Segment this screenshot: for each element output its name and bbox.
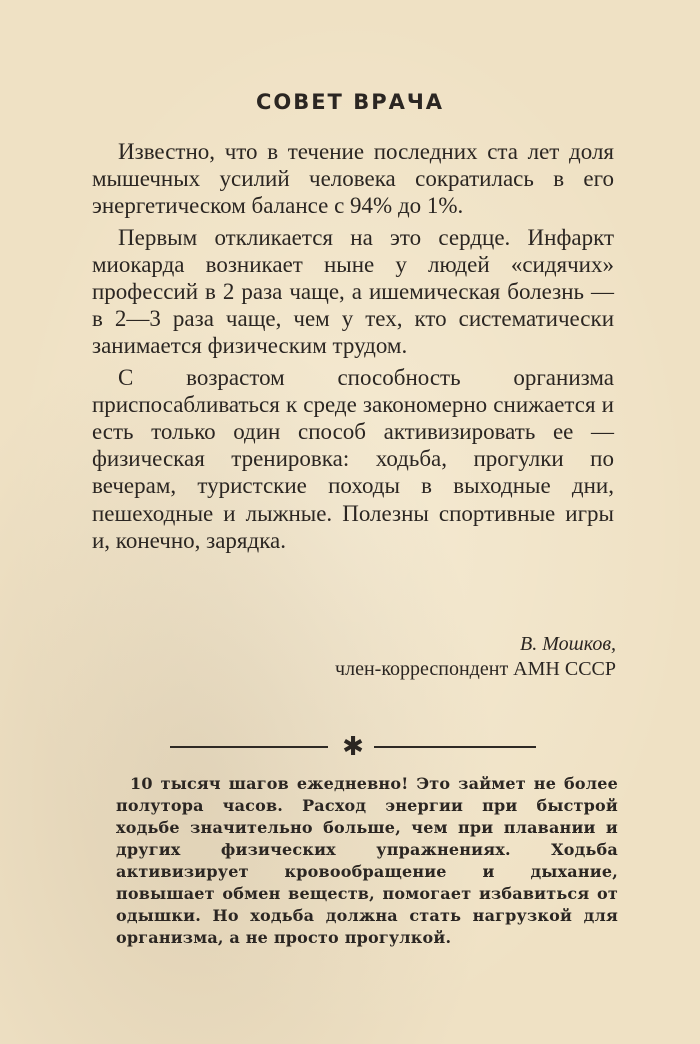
author-name: В. Мошков, (520, 633, 616, 655)
walking-note: 10 тысяч шагов ежедневно! Это займет не более полутора часов. Расход энергии при быстрой ходьбе значительно больше, чем при плавании и других физических упражнениях. Ходьба активизирует кровообращение и дыхание, повышает обмен веществ, помогает избавиться от одышки. Но ходьба должна стать нагрузкой для организма, а не просто прогулкой. (116, 774, 618, 947)
article-paragraph-2: Первым откликается на это сердце. Инфаркт миокарда возникает ныне у людей «сидячих» профессий в 2 раза чаще, а ишемическая болезнь — в 2—3 раза чаще, чем у тех, кто систематически занимается физическим трудом. (92, 224, 614, 359)
article-paragraph-1: Известно, что в течение последних ста лет доля мышечных усилий человека сократилась в его энергетическом балансе с 94% до 1%. (92, 139, 614, 219)
divider-line-right (374, 746, 536, 748)
article-body (92, 138, 614, 558)
author-title: член-корреспондент АМН СССР (335, 658, 616, 680)
page-title: СОВЕТ ВРАЧА (255, 90, 445, 114)
asterisk-icon: ✱ (342, 732, 364, 762)
article-paragraph-3: С возрастом способность организма приспосабливаться к среде закономерно снижается и есть только один способ активизировать ее — физическая тренировка: ходьба, прогулки по вечерам, туристские походы в выходные дни, пешеходные и лыжные. Полезны спортивные игры и, конечно, зарядка. (92, 364, 614, 553)
divider-line-left (170, 746, 328, 748)
section-divider (170, 732, 536, 762)
